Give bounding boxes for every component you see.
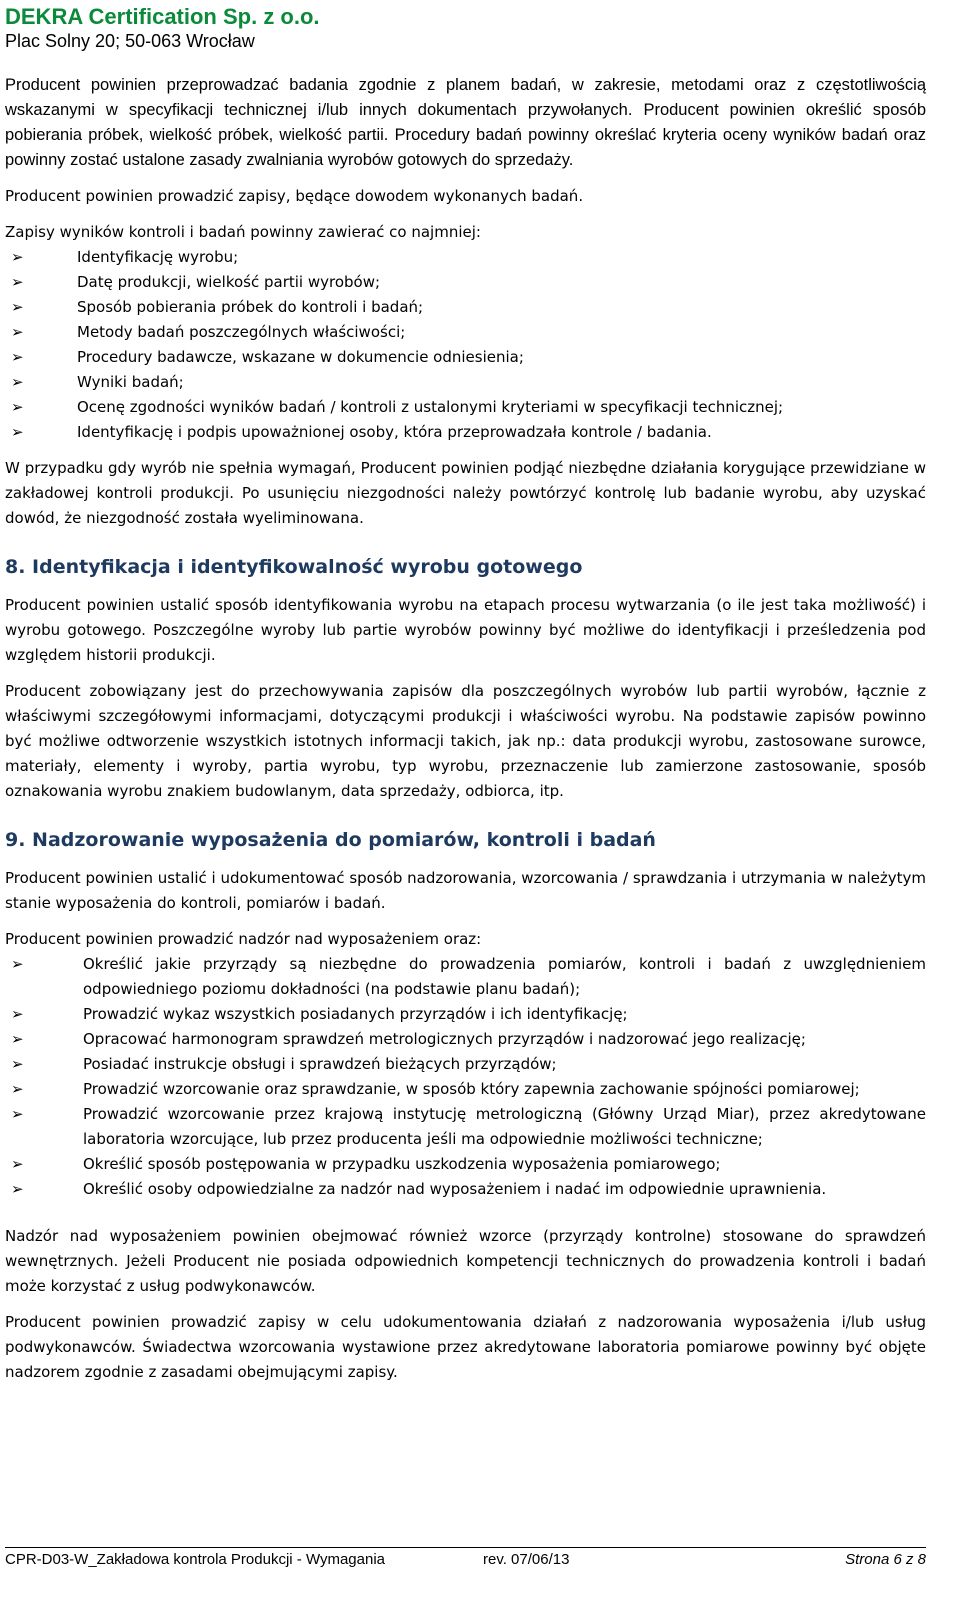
paragraph-equipment-supervision: Producent powinien prowadzić nadzór nad wyposażeniem oraz: — [5, 930, 482, 948]
arrow-bullet-icon: ➢ — [11, 1180, 24, 1198]
arrow-bullet-icon: ➢ — [11, 1030, 24, 1048]
list-item: ➢ Datę produkcji, wielkość partii wyrobów; — [5, 270, 926, 295]
document-body — [5, 73, 926, 1396]
list-item: ➢ Określić osoby odpowiedzialne za nadzór nad wyposażeniem i nadać im odpowiednie uprawnienia. — [5, 1177, 926, 1202]
list-item: ➢ Prowadzić wzorcowanie oraz sprawdzanie, w sposób który zapewnia zachowanie spójności pomiarowej; — [5, 1077, 926, 1102]
arrow-bullet-icon: ➢ — [11, 273, 24, 291]
page-footer — [5, 1547, 926, 1568]
page-header — [5, 4, 320, 52]
arrow-bullet-icon: ➢ — [11, 1055, 24, 1073]
paragraph-equipment-control: Producent powinien ustalić i udokumentować sposób nadzorowania, wzorcowania / sprawdzania i utrzymania w należytym stanie wyposażenia do kontroli, pomiarów i badań. — [5, 869, 926, 912]
paragraph-testing-plan: Producent powinien przeprowadzać badania zgodnie z planem badań, w zakresie, metodami oraz z częstotliwością wskazanymi w specyfikacji technicznej i/lub innych dokumentach przywołanych. Producent powinien określić sposób pobierania próbek, wielkość próbek, wielkość partii. Procedury badań powinny określać kryteria oceny wyników badań oraz powinny zostać ustalone zasady zwalniania wyrobów gotowych do sprzedaży. — [5, 76, 926, 169]
list-item: ➢ Określić sposób postępowania w przypadku uszkodzenia wyposażenia pomiarowego; — [5, 1152, 926, 1177]
arrow-bullet-icon: ➢ — [11, 323, 24, 341]
arrow-bullet-icon: ➢ — [11, 1105, 24, 1123]
company-address: Plac Solny 20; 50-063 Wrocław — [5, 31, 255, 51]
paragraph-records-contents: Zapisy wyników kontroli i badań powinny zawierać co najmniej: — [5, 223, 481, 241]
arrow-bullet-icon: ➢ — [11, 248, 24, 266]
list-item: ➢ Ocenę zgodności wyników badań / kontroli z ustalonymi kryteriami w specyfikacji technicznej; — [5, 395, 926, 420]
arrow-bullet-icon: ➢ — [11, 1080, 24, 1098]
list-item: ➢ Identyfikację i podpis upoważnionej osoby, która przeprowadzała kontrole / badania. — [5, 420, 926, 445]
arrow-bullet-icon: ➢ — [11, 373, 24, 391]
equipment-list — [5, 952, 926, 1202]
document-code: CPR-D03-W_Zakładowa kontrola Produkcji - Wymagania — [5, 1551, 386, 1568]
arrow-bullet-icon: ➢ — [11, 298, 24, 316]
list-item: ➢ Określić jakie przyrządy są niezbędne do prowadzenia pomiarów, kontroli i badań z uwzględnieniem odpowiedniego poziomu dokładności (na podstawie planu badań); — [5, 952, 926, 1002]
list-item: ➢ Wyniki badań; — [5, 370, 926, 395]
paragraph-identification: Producent powinien ustalić sposób identyfikowania wyrobu na etapach procesu wytwarzania (o ile jest taka możliwość) i wyrobu gotowego. Poszczególne wyroby lub partie wyrobów powinny być możliwe do identyfikacji i prześledzenia pod względem historii produkcji. — [5, 596, 926, 664]
list-item: ➢ Prowadzić wykaz wszystkich posiadanych przyrządów i ich identyfikację; — [5, 1002, 926, 1027]
list-item: ➢ Opracować harmonogram sprawdzeń metrologicznych przyrządów i nadzorować jego realizację; — [5, 1027, 926, 1052]
paragraph-nonconformity: W przypadku gdy wyrób nie spełnia wymagań, Producent powinien podjąć niezbędne działania korygujące przewidziane w zakładowej kontroli produkcji. Po usunięciu niezgodności należy powtórzyć kontrolę lub badanie wyrobu, aby uzyskać dowód, że niezgodność została wyeliminowana. — [5, 459, 926, 527]
arrow-bullet-icon: ➢ — [11, 1005, 24, 1023]
records-list — [5, 245, 926, 445]
arrow-bullet-icon: ➢ — [11, 348, 24, 366]
arrow-bullet-icon: ➢ — [11, 423, 24, 441]
arrow-bullet-icon: ➢ — [11, 398, 24, 416]
section-heading-8: 8. Identyfikacja i identyfikowalność wyrobu gotowego — [5, 556, 583, 578]
list-item: ➢ Procedury badawcze, wskazane w dokumencie odniesienia; — [5, 345, 926, 370]
paragraph-records: Producent powinien prowadzić zapisy, będące dowodem wykonanych badań. — [5, 187, 584, 205]
page-number: Strona 6 z 8 — [845, 1551, 926, 1568]
section-heading-9: 9. Nadzorowanie wyposażenia do pomiarów, kontroli i badań — [5, 829, 656, 851]
list-item: ➢ Posiadać instrukcje obsługi i sprawdzeń bieżących przyrządów; — [5, 1052, 926, 1077]
company-name: DEKRA Certification Sp. z o.o. — [5, 4, 320, 29]
list-item: ➢ Sposób pobierania próbek do kontroli i badań; — [5, 295, 926, 320]
list-item: ➢ Prowadzić wzorcowanie przez krajową instytucję metrologiczną (Główny Urząd Miar), przez akredytowane laboratoria wzorcujące, lub przez producenta jeśli ma odpowiednie możliwości techniczne; — [5, 1102, 926, 1152]
paragraph-traceability: Producent zobowiązany jest do przechowywania zapisów dla poszczególnych wyrobów lub partii wyrobów, łącznie z właściwymi szczegółowymi informacjami, dotyczącymi produkcji i właściwości wyrobu. Na podstawie zapisów powinno być możliwe odtworzenie wszystkich istotnych informacji takich, jak np.: data produkcji wyrobu, zastosowane surowce, materiały, elementy i wyroby, partia wyrobu, typ wyrobu, przeznaczenie lub zamierzone zastosowanie, sposób oznakowania wyrobu znakiem budowlanym, data sprzedaży, odbiorca, itp. — [5, 682, 926, 800]
revision-label: rev. 07/06/13 — [483, 1551, 570, 1568]
paragraph-standards: Nadzór nad wyposażeniem powinien obejmować również wzorce (przyrządy kontrolne) stosowane do sprawdzeń wewnętrznych. Jeżeli Producent nie posiada odpowiednich kompetencji technicznych do prowadzenia kontroli i badań może korzystać z usług podwykonawców. — [5, 1227, 926, 1295]
list-item: ➢ Metody badań poszczególnych właściwości; — [5, 320, 926, 345]
paragraph-calibration-records: Producent powinien prowadzić zapisy w celu udokumentowania działań z nadzorowania wyposażenia i/lub usług podwykonawców. Świadectwa wzorcowania wystawione przez akredytowane laboratoria pomiarowe powinny być objęte nadzorem zgodnie z zasadami obejmującymi zapisy. — [5, 1313, 926, 1381]
arrow-bullet-icon: ➢ — [11, 1155, 24, 1173]
arrow-bullet-icon: ➢ — [11, 955, 24, 973]
list-item: ➢ Identyfikację wyrobu; — [5, 245, 926, 270]
